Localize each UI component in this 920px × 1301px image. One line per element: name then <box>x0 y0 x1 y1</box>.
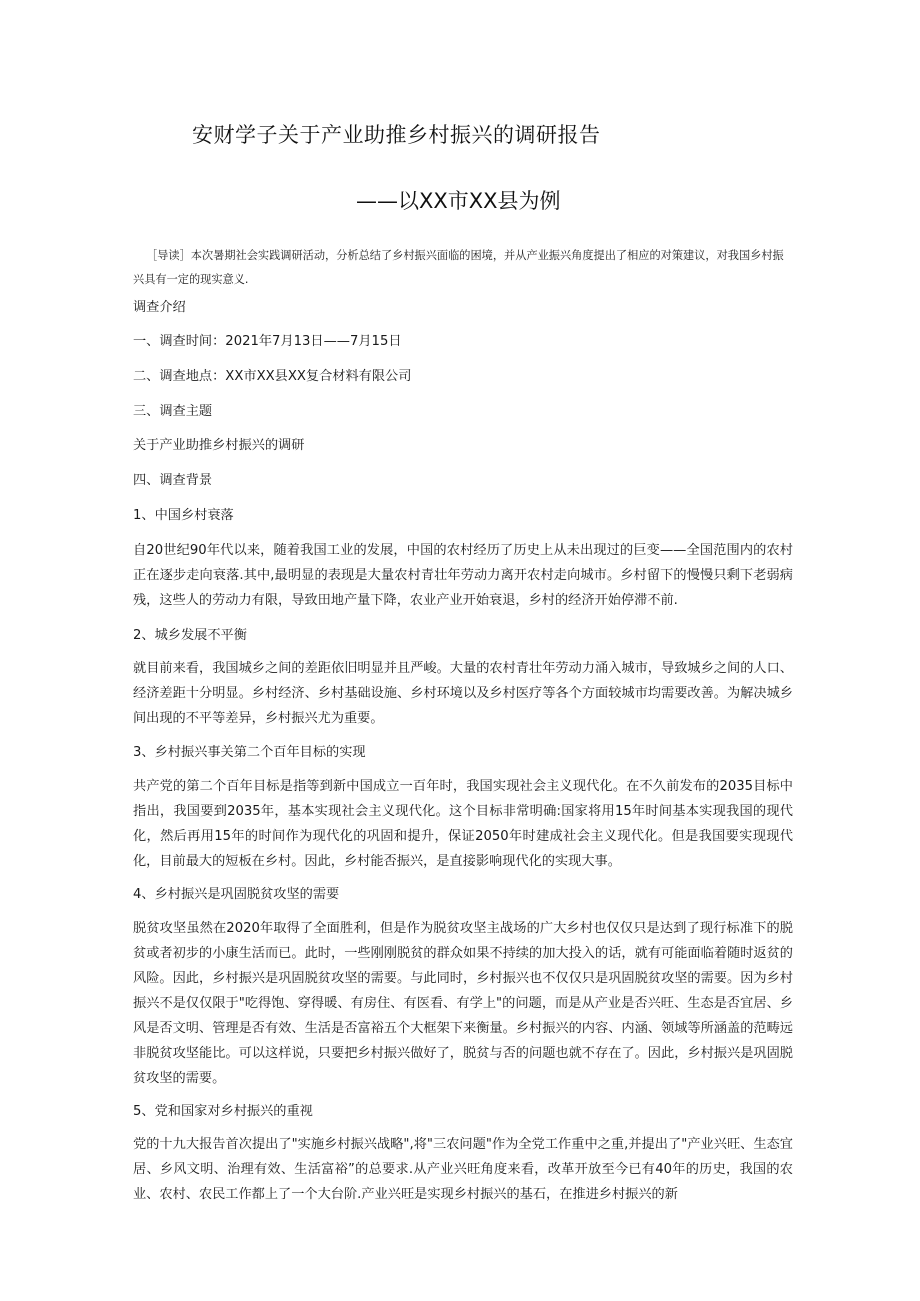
section-1-heading: 1、中国乡村衰落 <box>133 508 234 523</box>
section-4-body: 脱贫攻坚虽然在2020年取得了全面胜利，但是作为脱贫攻坚主战场的广大乡村也仅仅只是达到了现行标准下的脱贫或者初步的小康生活而已。此时，一些刚刚脱贫的群众如果不持续的加大投入的话，就有可能面临着随时返贫的风险。因此，乡村振兴是巩固脱贫攻坚的需要。与此同时，乡村振兴也不仅仅只是巩固脱贫攻坚的需要。因为乡村振兴不是仅仅限于"吃得饱、穿得暖、有房住、有医看、有学上"的问题，而是从产业是否兴旺、生态是否宜居、乡风是否文明、管理是否有效、生活是否富裕五个大框架下来衡量。乡村振兴的内容、内涵、领域等所涵盖的范畴远非脱贫攻坚能比。可以这样说，只要把乡村振兴做好了，脱贫与否的问题也就不存在了。因此，乡村振兴是巩固脱贫攻坚的需要。 <box>133 921 793 1086</box>
document-title: 安财学子关于产业助推乡村振兴的调研报告 <box>192 123 601 147</box>
section-1-body: 自20世纪90年代以来，随着我国工业的发展，中国的农村经历了历史上从未出现过的巨变——全国范围内的农村正在逐步走向衰落.其中,最明显的表现是大量农村青壮年劳动力离开农村走向城市。乡村留下的慢慢只剩下老弱病残，这些人的劳动力有限，导致田地产量下降，农业产业开始衰退，乡村的经济开始停滞不前. <box>133 543 793 608</box>
survey-time: 一、调查时间：2021年7月13日——7月15日 <box>133 334 402 349</box>
section-4-heading: 4、乡村振兴是巩固脱贫攻坚的需要 <box>133 887 340 902</box>
survey-theme-heading: 三、调查主题 <box>133 404 213 419</box>
section-3-heading: 3、乡村振兴事关第二个百年目标的实现 <box>133 745 366 760</box>
section-2-body: 就目前来看，我国城乡之间的差距依旧明显并且严峻。大量的农村青壮年劳动力涌入城市，导致城乡之间的人口、经济差距十分明显。乡村经济、乡村基础设施、乡村环境以及乡村医疗等各个方面较城市均需要改善。为解决城乡间出现的不平等差异，乡村振兴尤为重要。 <box>133 661 793 726</box>
section-5-body: 党的十九大报告首次提出了"实施乡村振兴战略",将"三农问题"作为全党工作重中之重,并提出了"产业兴旺、生态宜居、乡风文明、治理有效、生活富裕”的总要求.从产业兴旺角度来看，改革开放至今已有40年的历史，我国的农业、农村、农民工作都上了一个大台阶.产业兴旺是实现乡村振兴的基石，在推进乡村振兴的新 <box>133 1137 793 1202</box>
survey-theme: 关于产业助推乡村振兴的调研 <box>133 438 305 453</box>
section-3-body: 共产党的第二个百年目标是指等到新中国成立一百年时，我国实现社会主义现代化。在不久前发布的2035目标中指出，我国要到2035年，基本实现社会主义现代化。这个目标非常明确:国家将用15年时间基本实现我国的现代化，然后再用15年的时间作为现代化的巩固和提升，保证2050年时建成社会主义现代化。但是我国要实现现代化，目前最大的短板在乡村。因此，乡村能否振兴，是直接影响现代化的实现大事。 <box>133 779 793 869</box>
section-5-heading: 5、党和国家对乡村振兴的重视 <box>133 1104 313 1119</box>
section-intro-heading: 调查介绍 <box>133 300 186 315</box>
survey-background-heading: 四、调查背景 <box>133 473 213 488</box>
lead-paragraph: ［导读］本次暑期社会实践调研活动，分析总结了乡村振兴面临的困境，并从产业振兴角度提出了相应的对策建议，对我国乡村振兴具有一定的现实意义. <box>133 249 784 286</box>
document-subtitle: ——以XX市XX县为例 <box>356 189 561 213</box>
survey-place: 二、调查地点：XX市XX县XX复合材料有限公司 <box>133 369 412 384</box>
section-2-heading: 2、城乡发展不平衡 <box>133 628 247 643</box>
